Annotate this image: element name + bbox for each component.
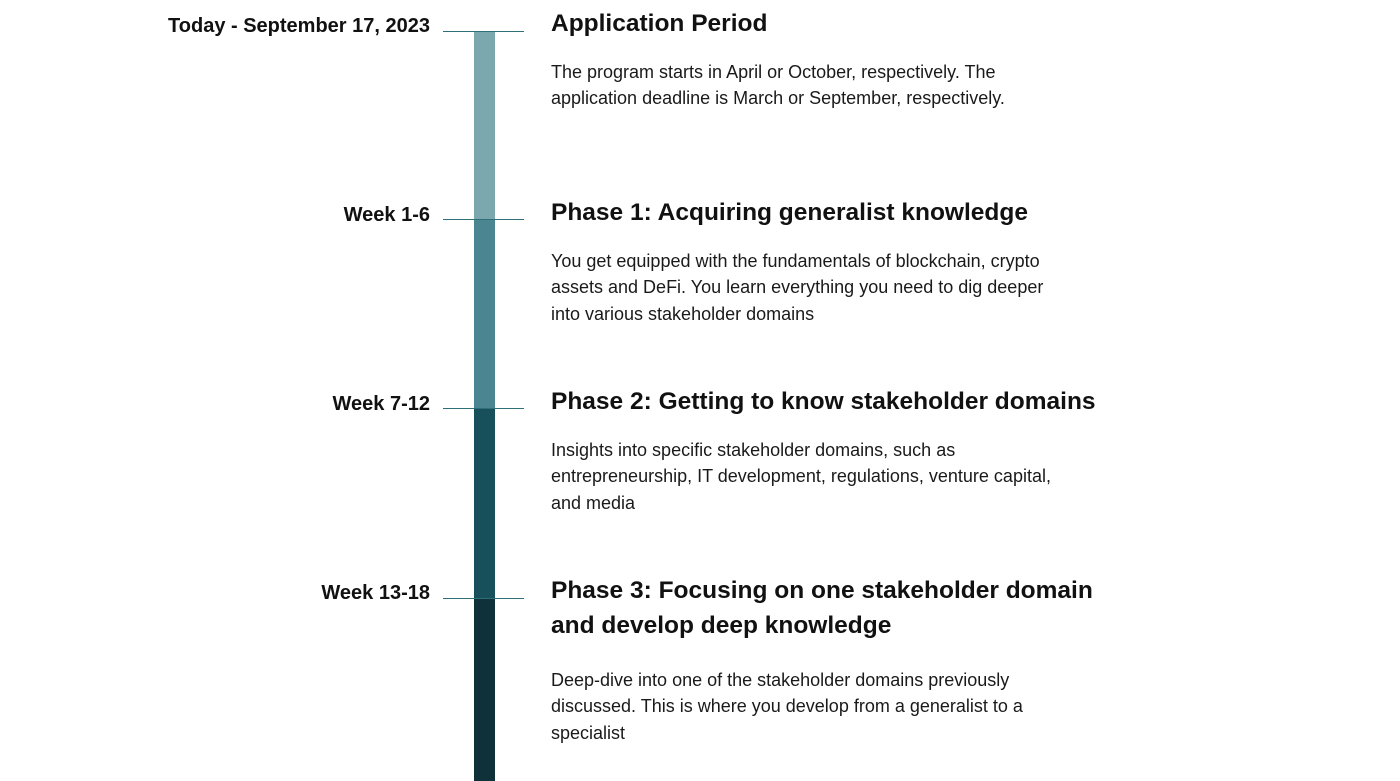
phase-description: You get equipped with the fundamentals of blockchain, crypto assets and DeFi. You learn everything you need to dig deeper into various stakeholder domains bbox=[551, 251, 1044, 324]
phase-title: Application Period bbox=[551, 10, 768, 37]
phase-description: The program starts in April or October, respectively. The application deadline is March or September, respectively. bbox=[551, 62, 1005, 109]
phase-date-label: Week 1-6 bbox=[343, 204, 430, 226]
timeline-segment-phase-3 bbox=[474, 599, 495, 781]
timeline-segment-phase-2 bbox=[474, 409, 495, 599]
phase-description: Insights into specific stakeholder domains, such as entrepreneurship, IT development, regulations, venture capital, and media bbox=[551, 440, 1051, 513]
timeline-tick bbox=[443, 408, 524, 409]
phase-date-label: Today - September 17, 2023 bbox=[168, 15, 430, 37]
phase-title: Phase 2: Getting to know stakeholder domains bbox=[551, 388, 1096, 415]
phase-date-label: Week 13-18 bbox=[321, 582, 430, 604]
phase-title: Phase 1: Acquiring generalist knowledge bbox=[551, 199, 1028, 226]
phase-description: Deep-dive into one of the stakeholder domains previously discussed. This is where you develop from a generalist to a specialist bbox=[551, 670, 1023, 743]
phase-date-label: Week 7-12 bbox=[332, 393, 430, 415]
timeline-segment-phase-1 bbox=[474, 220, 495, 409]
phase-title: Phase 3: Focusing on one stakeholder domain and develop deep knowledge bbox=[551, 577, 1093, 639]
timeline-tick bbox=[443, 598, 524, 599]
timeline-tick bbox=[443, 219, 524, 220]
timeline-tick bbox=[443, 31, 524, 32]
timeline-segment-application bbox=[474, 32, 495, 220]
